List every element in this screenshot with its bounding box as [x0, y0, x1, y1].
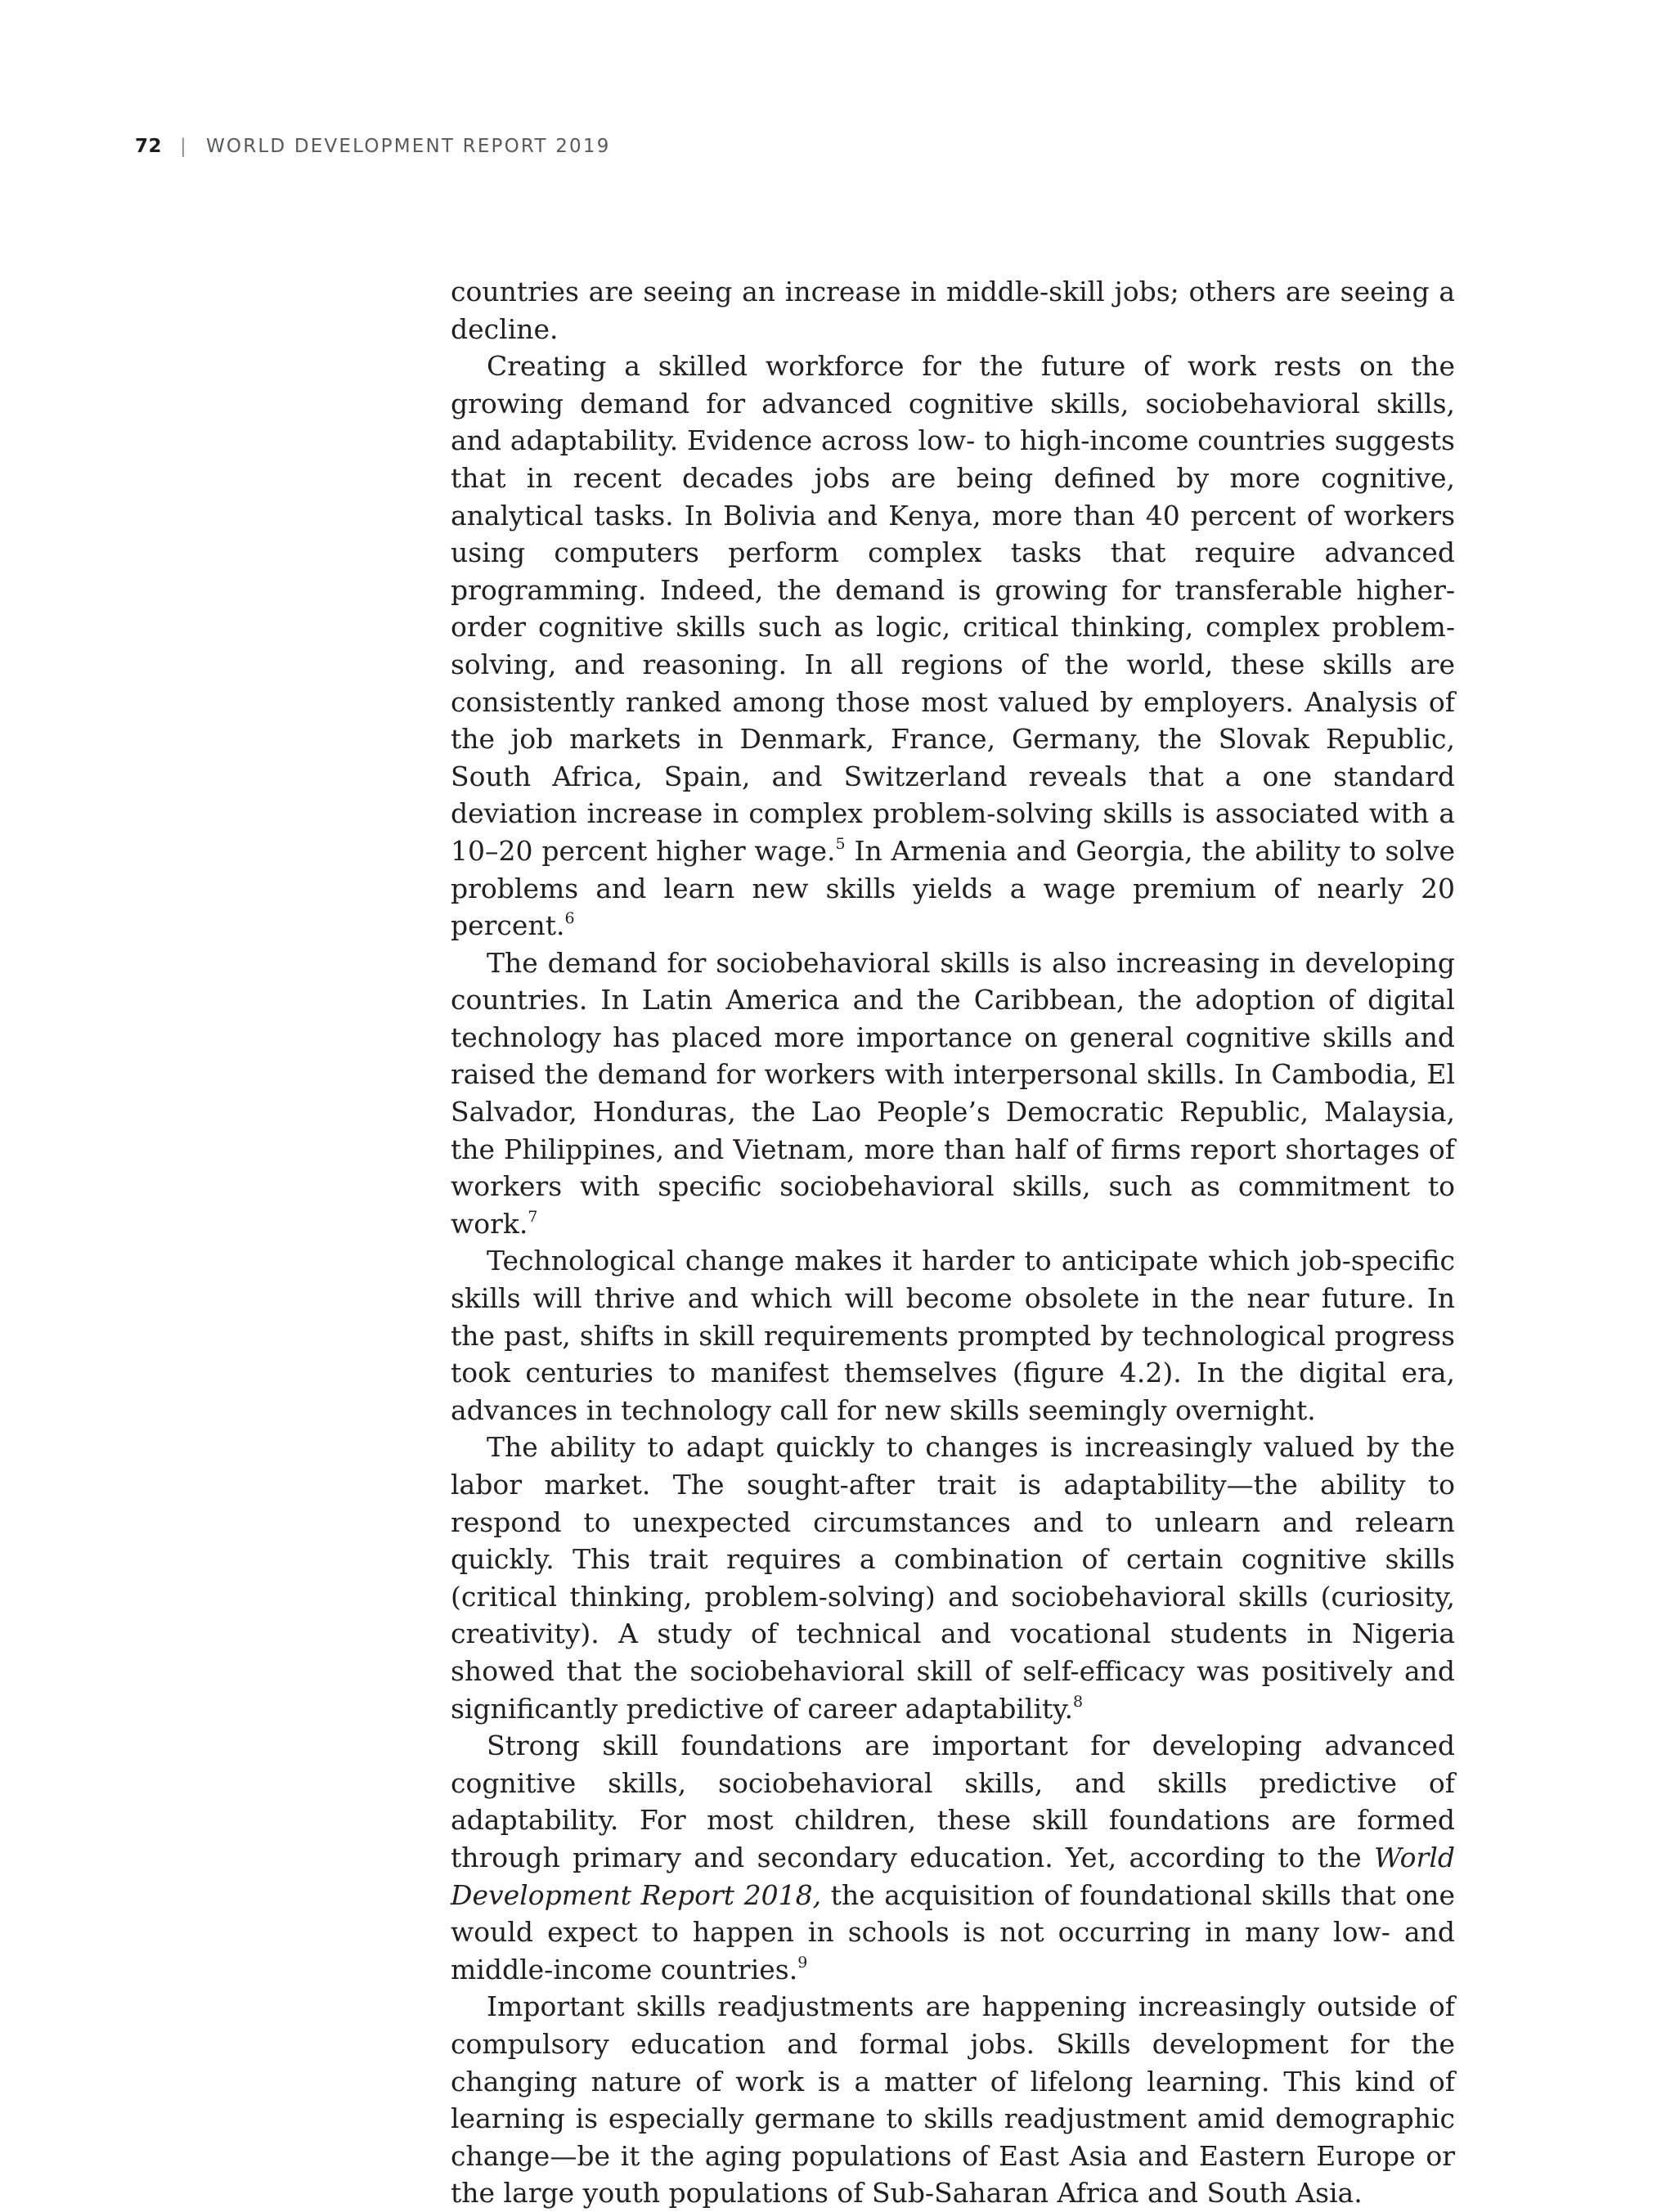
paragraph-3: The demand for sociobehavioral skills is also increasing in developing countries. In Latin America and the Caribbean, the adoption of digital technology has placed more importance on general cognitive skills and raised the demand for workers with interpersonal skills. In Cambodia, El Salvador, Honduras, the Lao People’s Democratic Republic, Malaysia, the Philippines, and Vietnam, more than half of firms report shortages of workers with specific sociobehavioral skills, such as commitment to work.$^7$: [451, 946, 1455, 1240]
paragraph-7: Important skills readjustments are happening increasingly outside of compulsory education and formal jobs. Skills development for the changing nature of work is a matter of lifelong learning. This kind of learning is especially germane to skills readjustment amid demographic change—be it the aging populations of East Asia and Eastern Europe or the large youth populations of Sub-Saharan Africa and South Asia.: [451, 1990, 1455, 2210]
paragraph-6: Strong skill foundations are important for developing advanced cognitive skills, sociobehavioral skills, and skills predictive of adaptability. For most children, these skill foundations are formed through primary and secondary education. Yet, according to the World Development Report 2018, the acquisition of foundational skills that one would expect to happen in schools is not occurring in many low- and middle-income countries.$^9$: [451, 1730, 1455, 1985]
paragraph-5: The ability to adapt quickly to changes is increasingly valued by the labor market. The sought-after trait is adaptability—the ability to respond to unexpected circumstances and to unlearn and relearn quickly. This trait requires a combination of certain cognitive skills (critical thinking, problem-solving) and sociobehavioral skills (curiosity, creativity). A study of technical and vocational students in Nigeria showed that the sociobehavioral skill of self-efficacy was positively and significantly predictive of career adaptability.$^8$: [451, 1431, 1455, 1725]
footnote-ref-7[interactable]: 7: [528, 1207, 538, 1226]
paragraph-1: countries are seeing an increase in middle-skill jobs; others are seeing a decline.: [451, 276, 1455, 345]
publication-title: WORLD DEVELOPMENT REPORT 2019: [205, 136, 611, 157]
page-number: 72: [135, 136, 163, 157]
footnote-ref-9[interactable]: 9: [797, 1953, 808, 1972]
body-text: [451, 273, 1455, 2212]
footnote-ref-6[interactable]: 6: [564, 909, 575, 928]
paragraph-4: Technological change makes it harder to anticipate which job-specific skills will thrive and which will become obsolete in the near future. In the past, shifts in skill requirements prompted by technological progress took centuries to manifest themselves (figure 4.2). In the digital era, advances in technology call for new skills seemingly overnight.: [451, 1245, 1455, 1426]
footnote-ref-5[interactable]: 5: [835, 834, 846, 853]
wdr-2018-title: World Development Report 2018,: [451, 1841, 1455, 1911]
running-header: [135, 136, 611, 157]
footnote-ref-8[interactable]: 8: [1073, 1692, 1084, 1711]
header-separator: |: [180, 136, 188, 157]
paragraph-2: Creating a skilled workforce for the future of work rests on the growing demand for advanced cognitive skills, sociobehavioral skills, and adaptability. Evidence across low- to high-income countries suggests that in recent decades jobs are being defined by more cognitive, analytical tasks. In Bolivia and Kenya, more than 40 percent of workers using computers perform complex tasks that require advanced programming. Indeed, the demand is growing for transferable higher-order cognitive skills such as logic, critical thinking, complex problem-solving, and reasoning. In all regions of the world, these skills are consistently ranked among those most valued by employers. Analysis of the job markets in Denmark, France, Germany, the Slovak Republic, South Africa, Spain, and Switzerland reveals that a one standard deviation increase in complex problem-solving skills is associated with a 10–20 percent higher wage.$^5$ In Armenia and Georgia, the ability to solve problems and learn new skills yields a wage premium of nearly 20 percent.$^6$: [451, 350, 1455, 942]
